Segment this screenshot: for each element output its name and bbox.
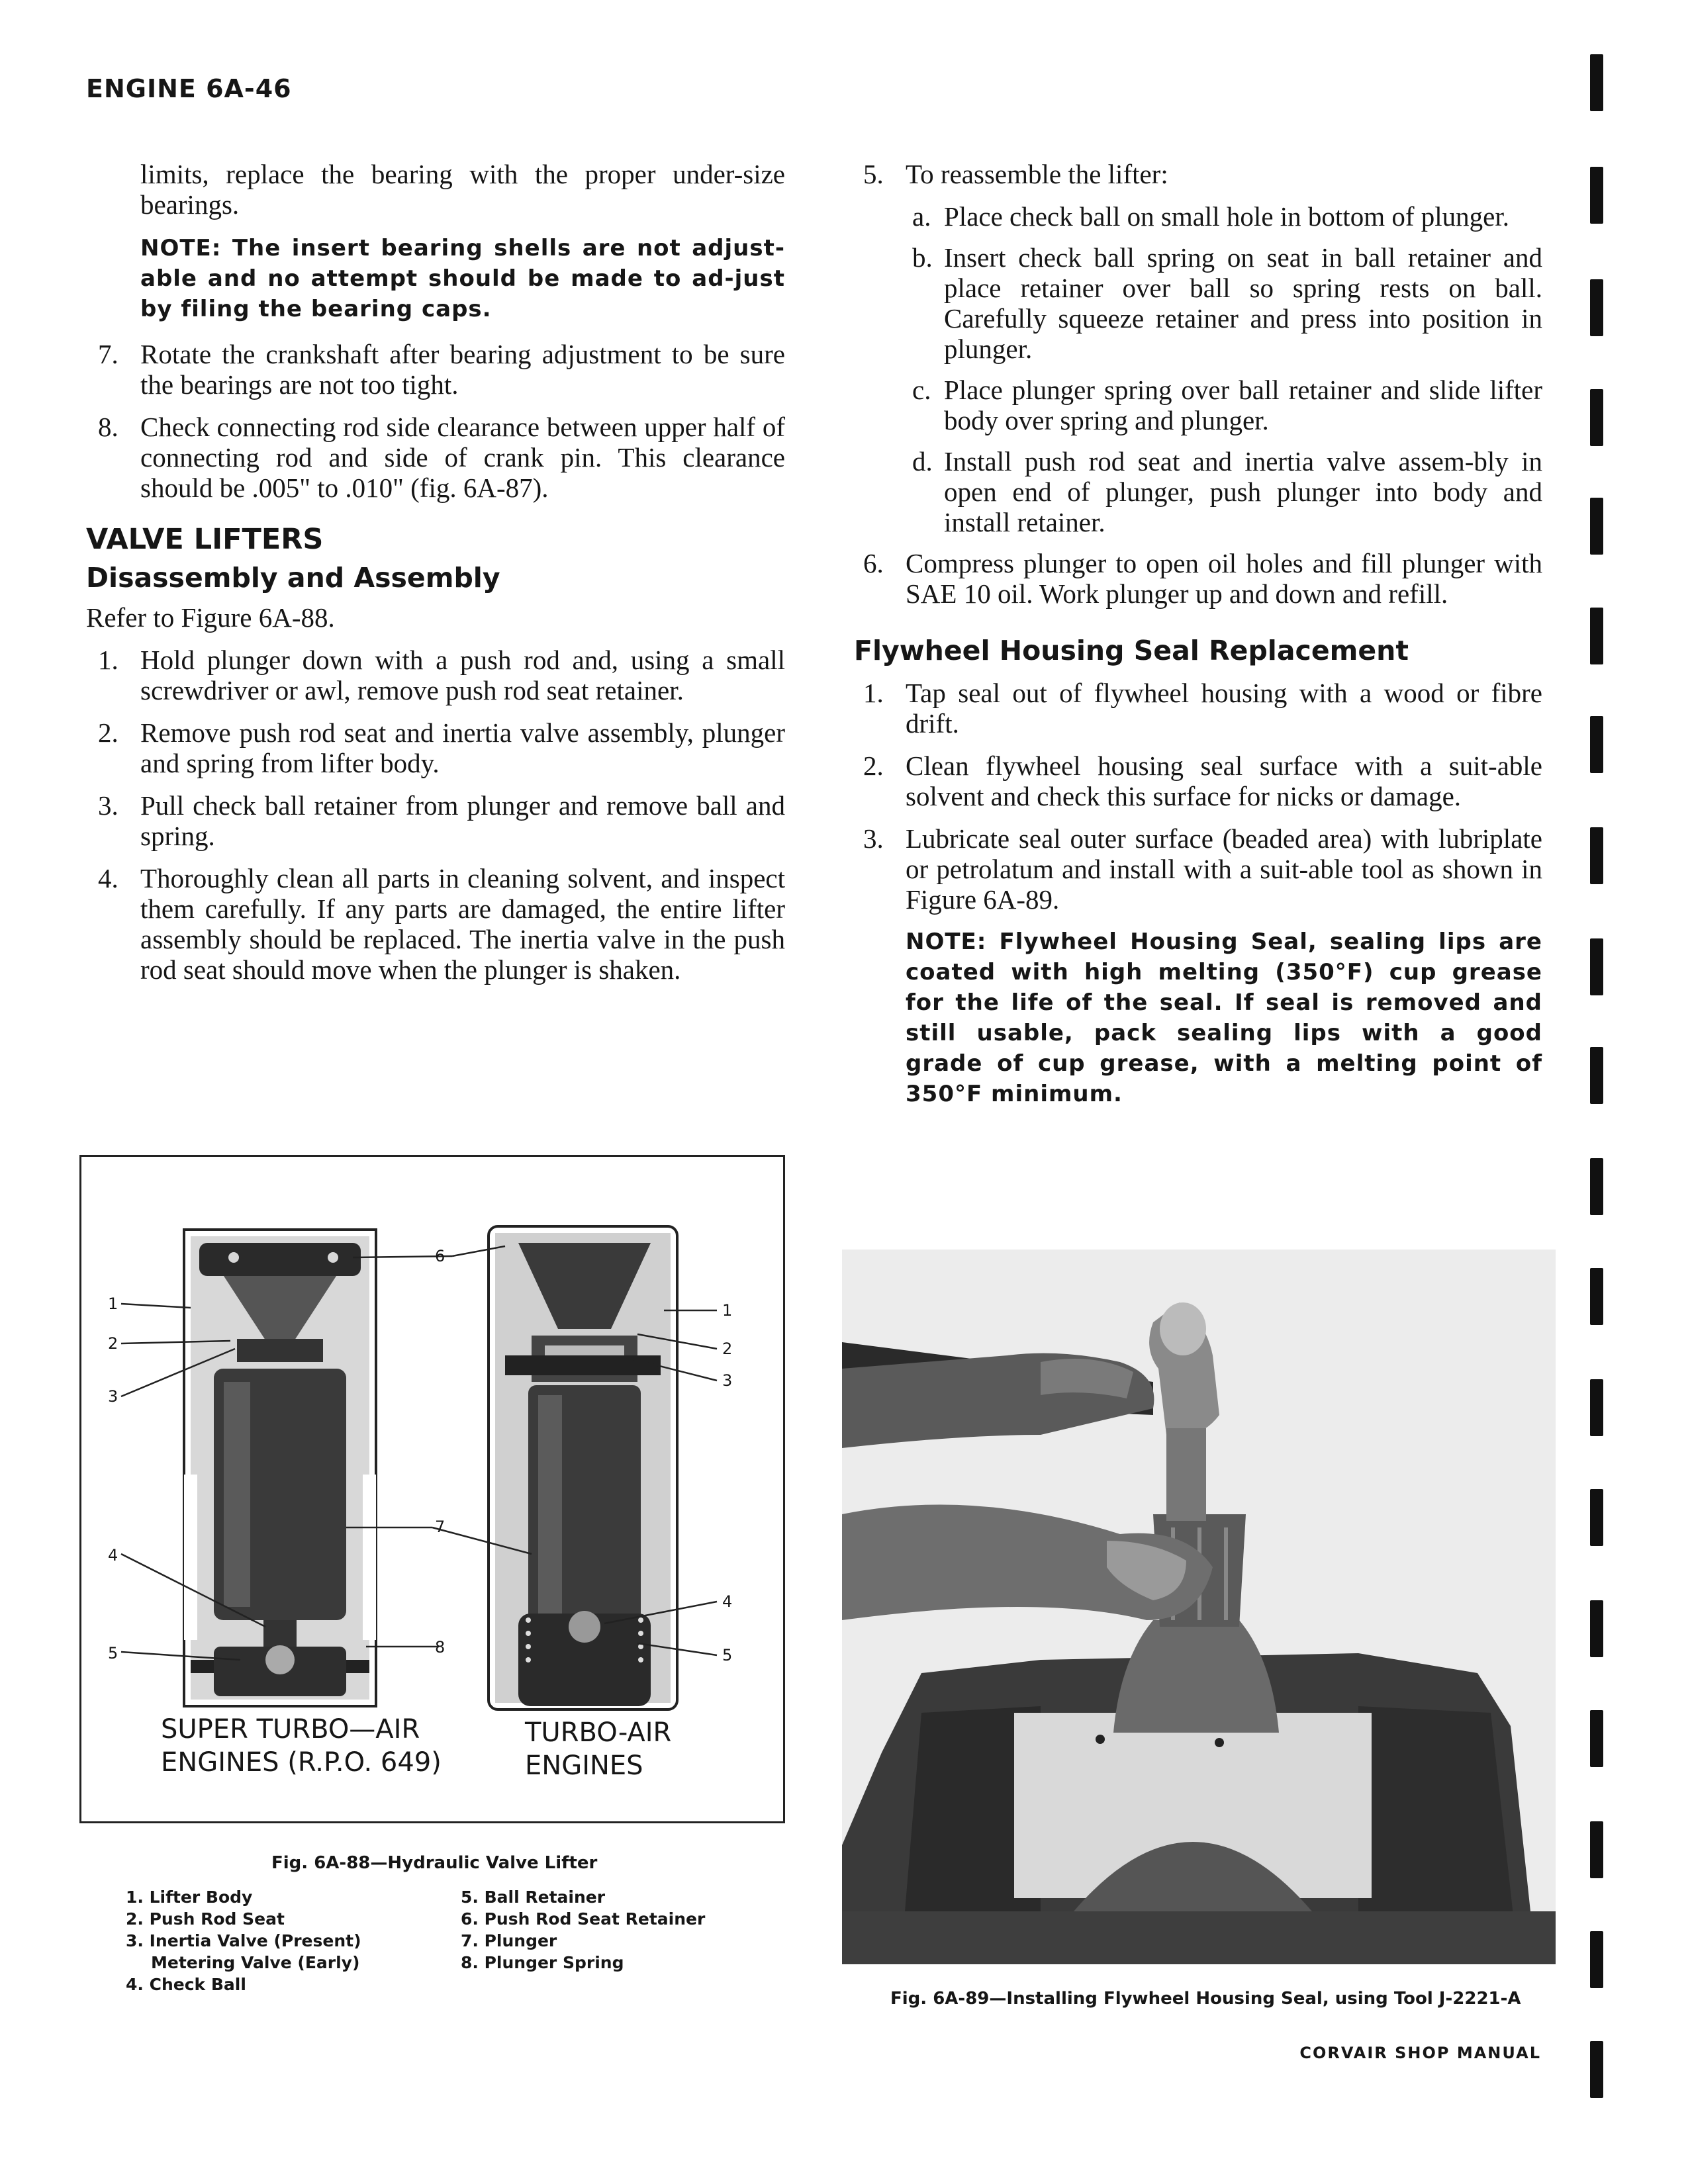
margin-bar [1590, 608, 1603, 664]
item-letter: c. [912, 375, 931, 405]
label-line: TURBO-AIR [525, 1717, 672, 1748]
callout-1-left: 1 [108, 1295, 118, 1313]
legend-item: 2. Push Rod Seat [126, 1909, 285, 1929]
callout-7: 7 [435, 1518, 445, 1536]
list-item [86, 790, 785, 851]
subsection-heading: Disassembly and Assembly [86, 562, 500, 594]
list-item [854, 678, 1542, 739]
label-line: ENGINES (R.P.O. 649) [161, 1747, 442, 1778]
list-item [906, 242, 1542, 364]
intro-paragraph: limits, replace the bearing with the proper under-size bearings. [140, 159, 785, 220]
list-item [906, 375, 1542, 435]
figure-6a-89-photo [842, 1250, 1556, 1964]
substep-list [854, 201, 1542, 537]
margin-bar [1590, 1047, 1603, 1104]
legend-item: 4. Check Ball [126, 1975, 246, 1994]
legend-item: 3. Inertia Valve (Present) [126, 1931, 361, 1950]
refer-paragraph: Refer to Figure 6A-88. [86, 602, 335, 633]
callout-8: 8 [435, 1638, 445, 1657]
callout-4-right: 4 [722, 1592, 733, 1611]
right-column [854, 159, 1542, 1124]
item-number: 2. [863, 751, 884, 781]
item-letter: d. [912, 446, 933, 477]
legend-item: 6. Push Rod Seat Retainer [461, 1909, 706, 1929]
margin-bar [1590, 938, 1603, 995]
legend-item: Metering Valve (Early) [151, 1953, 360, 1972]
list-item [854, 751, 1542, 811]
margin-bar [1590, 54, 1603, 111]
item-number: 1. [863, 678, 884, 708]
list-item [86, 645, 785, 705]
callout-5-right: 5 [722, 1646, 733, 1664]
section-heading: VALVE LIFTERS [86, 523, 324, 556]
margin-bar [1590, 1268, 1603, 1325]
bearing-note: NOTE: The insert bearing shells are not adjust-able and no attempt should be made to ad-just by filing the bearing caps. [140, 235, 785, 322]
item-letter: b. [912, 242, 933, 273]
lifter-right-drawing [489, 1226, 677, 1709]
item-number: 3. [98, 790, 118, 821]
callout-6: 6 [435, 1247, 445, 1265]
label-line: SUPER TURBO—AIR [161, 1714, 420, 1745]
item-number: 4. [98, 863, 118, 893]
item-number: 6. [863, 548, 884, 578]
margin-bar [1590, 167, 1603, 224]
margin-bar [1590, 1489, 1603, 1546]
item-text: Compress plunger to open oil holes and fill plunger with SAE 10 oil. Work plunger up and down and refill. [906, 548, 1542, 609]
label-turbo-air [525, 1716, 671, 1782]
list-item [86, 717, 785, 778]
item-text: Insert check ball spring on seat in ball retainer and place retainer over ball so spring rests on ball. Carefully squeeze retainer and press into position in plunger. [944, 242, 1542, 364]
legend-item: 1. Lifter Body [126, 1888, 253, 1907]
item-letter: a. [912, 201, 931, 232]
list-item [854, 823, 1542, 915]
item-number: 2. [98, 717, 118, 748]
item-number: 7. [98, 339, 118, 369]
item-text: Place check ball on small hole in bottom of plunger. [944, 201, 1509, 232]
callout-2-left: 2 [108, 1334, 118, 1353]
list-item [906, 201, 1542, 232]
item-text: Clean flywheel housing seal surface with a suit-able solvent and check this surface for nicks or damage. [906, 751, 1542, 811]
figure-6a-88 [79, 1155, 785, 1823]
item-number: 3. [863, 823, 884, 854]
callout-4-left: 4 [108, 1546, 118, 1565]
item-text: Remove push rod seat and inertia valve assembly, plunger and spring from lifter body. [140, 717, 785, 778]
list-item [854, 548, 1542, 609]
list-item [854, 159, 1542, 189]
item-number: 5. [863, 159, 884, 189]
item-text: Hold plunger down with a push rod and, using a small screwdriver or awl, remove push rod seat retainer. [140, 645, 785, 705]
left-column [86, 159, 785, 997]
margin-bar [1590, 1821, 1603, 1878]
margin-bar [1590, 827, 1603, 884]
figure-6a-88-caption: Fig. 6A-88—Hydraulic Valve Lifter [271, 1853, 598, 1873]
list-item [86, 412, 785, 503]
margin-bar [1590, 1600, 1603, 1657]
margin-bar [1590, 1931, 1603, 1988]
item-number: 1. [98, 645, 118, 675]
callout-2-right: 2 [722, 1340, 733, 1358]
item-text: Thoroughly clean all parts in cleaning solvent, and inspect them carefully. If any parts are damaged, the entire lifter assembly should be replaced. The inertia valve in the push rod seat should move when the plunger is shaken. [140, 863, 785, 985]
callout-1-right: 1 [722, 1301, 733, 1320]
page-footer: CORVAIR SHOP MANUAL [1299, 2044, 1541, 2062]
margin-bar [1590, 1710, 1603, 1767]
item-number: 8. [98, 412, 118, 442]
item-text: Pull check ball retainer from plunger and remove ball and spring. [140, 790, 785, 851]
figure-6a-89-caption: Fig. 6A-89—Installing Flywheel Housing Seal, using Tool J-2221-A [890, 1989, 1521, 2009]
item-text: Rotate the crankshaft after bearing adjustment to be sure the bearings are not too tight. [140, 339, 785, 400]
margin-bar [1590, 1379, 1603, 1436]
list-item [906, 446, 1542, 537]
label-super-turbo-air [161, 1713, 442, 1779]
item-text: To reassemble the lifter: [906, 159, 1168, 189]
item-text: Lubricate seal outer surface (beaded area) with lubriplate or petrolatum and install with a suit-able tool as shown in Figure 6A-89. [906, 823, 1542, 915]
lifter-left-drawing [184, 1230, 376, 1706]
list-item [86, 339, 785, 400]
margin-bar [1590, 716, 1603, 773]
callout-3-left: 3 [108, 1387, 118, 1406]
item-text: Check connecting rod side clearance between upper half of connecting rod and side of crank pin. This clearance should be .005" to .010" (fig. 6A-87). [140, 412, 785, 503]
legend-item: 7. Plunger [461, 1931, 557, 1950]
figure-6a-88-legend-right [461, 1886, 705, 1974]
label-line: ENGINES [525, 1751, 643, 1781]
page-header: ENGINE 6A-46 [86, 74, 292, 103]
figure-6a-88-legend-left [126, 1886, 361, 1995]
flywheel-seal-note: NOTE: Flywheel Housing Seal, sealing lips are coated with high melting (350°F) cup grease for the life of the seal. If seal is removed and still usable, pack sealing lips with a good grade of cup grease, with a melting point of 350°F minimum. [906, 929, 1542, 1107]
margin-bar [1590, 498, 1603, 555]
item-text: Install push rod seat and inertia valve assem-bly in open end of plunger, push plunger into body and install retainer. [944, 446, 1542, 537]
legend-item: 8. Plunger Spring [461, 1953, 624, 1972]
list-item [86, 863, 785, 985]
item-text: Tap seal out of flywheel housing with a wood or fibre drift. [906, 678, 1542, 739]
callout-5-left: 5 [108, 1644, 118, 1662]
margin-bar [1590, 2041, 1603, 2098]
flywheel-seal-photo-illustration [842, 1250, 1556, 1964]
margin-bar [1590, 1158, 1603, 1215]
callout-3-right: 3 [722, 1371, 733, 1390]
legend-item: 5. Ball Retainer [461, 1888, 606, 1907]
item-text: Place plunger spring over ball retainer and slide lifter body over spring and plunger. [944, 375, 1542, 435]
margin-bar [1590, 279, 1603, 336]
section-heading: Flywheel Housing Seal Replacement [854, 635, 1409, 666]
margin-bar [1590, 389, 1603, 446]
